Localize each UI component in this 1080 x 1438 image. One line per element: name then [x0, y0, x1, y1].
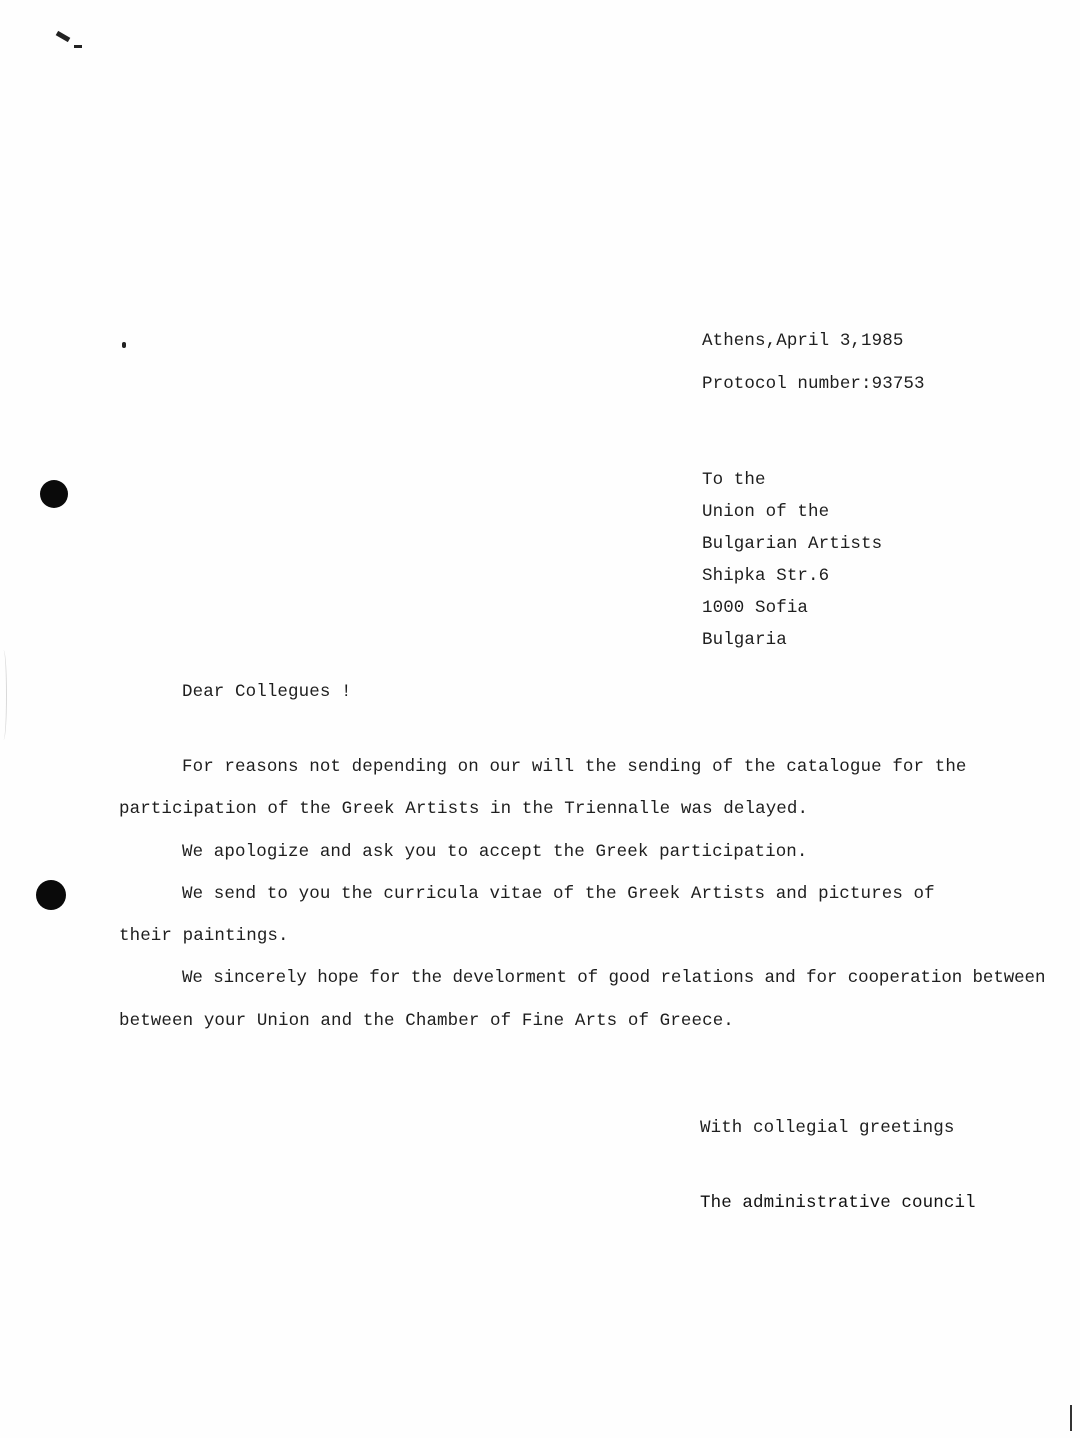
edge-mark-bottom-right — [1070, 1405, 1072, 1431]
address-line: Shipka Str.6 — [702, 566, 830, 586]
page-edge-fold — [0, 650, 7, 740]
body-line: We apologize and ask you to accept the Greek participation. — [182, 842, 808, 862]
address-line: To the — [702, 470, 766, 490]
ink-comma-mark — [122, 342, 126, 348]
body-line: their paintings. — [119, 926, 289, 946]
protocol-line: Protocol number:93753 — [702, 374, 925, 394]
body-line: For reasons not depending on our will the sending of the catalogue for the — [182, 757, 967, 777]
address-line: Union of the — [702, 502, 830, 522]
punch-hole-upper — [40, 480, 68, 508]
ink-speck-top-left-2 — [74, 45, 82, 48]
address-line: Bulgarian Artists — [702, 534, 883, 554]
address-line: 1000 Sofia — [702, 598, 809, 618]
punch-hole-lower — [36, 880, 66, 910]
salutation: Dear Collegues ! — [182, 682, 352, 702]
body-line: We sincerely hope for the develorment of good relations and for cooperation between — [182, 968, 1046, 988]
body-line: between your Union and the Chamber of Fine Arts of Greece. — [119, 1011, 734, 1031]
address-line: Bulgaria — [702, 630, 787, 650]
signature-block: The administrative council — [700, 1193, 976, 1213]
date-line: Athens,April 3,1985 — [702, 331, 904, 351]
closing: With collegial greetings — [700, 1118, 955, 1138]
ink-speck-top-left — [56, 31, 71, 42]
body-line: participation of the Greek Artists in the Triennalle was delayed. — [119, 799, 809, 819]
body-line: We send to you the curricula vitae of the Greek Artists and pictures of — [182, 884, 935, 904]
